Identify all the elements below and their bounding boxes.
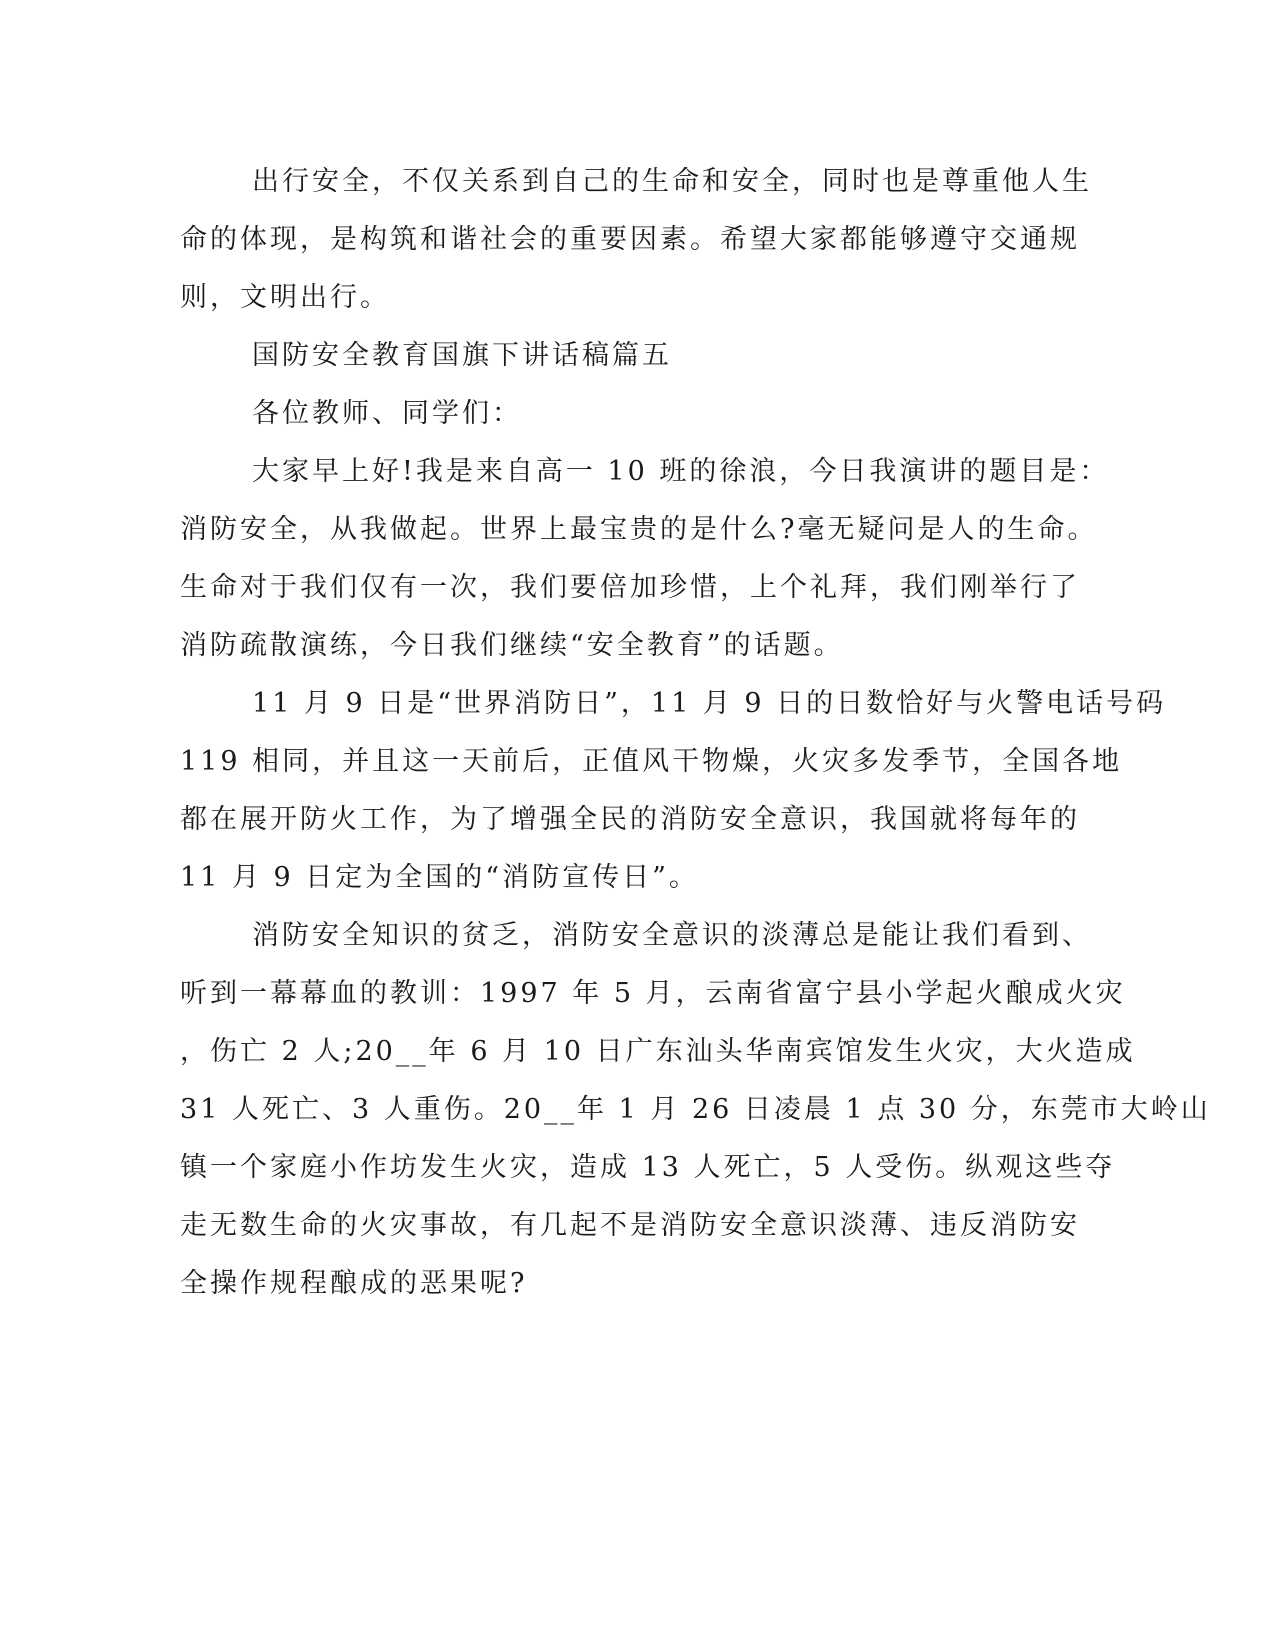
text-line: 国防安全教育国旗下讲话稿篇五 <box>252 340 672 371</box>
section-title <box>180 327 1040 385</box>
paragraph-lessons <box>180 907 1211 1313</box>
text-line: 出行安全，不仅关系到自己的生命和安全，同时也是尊重他人生 <box>252 166 1092 197</box>
text-line: 走无数生命的火灾事故，有几起不是消防安全意识淡薄、违反消防安 <box>180 1210 1080 1241</box>
text-line: ，伤亡 2 人;20__年 6 月 10 日广东汕头华南宾馆发生火灾，大火造成 <box>180 1036 1136 1067</box>
text-line: 消防安全，从我做起。世界上最宝贵的是什么?毫无疑问是人的生命。 <box>180 514 1098 545</box>
text-line: 生命对于我们仅有一次，我们要倍加珍惜，上个礼拜，我们刚举行了 <box>180 572 1080 603</box>
document-body <box>180 153 1211 1313</box>
text-line: 消防安全知识的贫乏，消防安全意识的淡薄总是能让我们看到、 <box>252 920 1092 951</box>
paragraph-intro <box>180 443 1110 675</box>
text-line: 消防疏散演练，今日我们继续“安全教育”的话题。 <box>180 630 844 661</box>
text-line: 全操作规程酿成的恶果呢? <box>180 1268 528 1299</box>
text-line: 则，文明出行。 <box>180 282 390 313</box>
text-line: 119 相同，并且这一天前后，正值风干物燥，火灾多发季节，全国各地 <box>180 746 1123 777</box>
text-line: 31 人死亡、3 人重伤。20__年 1 月 26 日凌晨 1 点 30 分，东莞市大岭山 <box>180 1094 1211 1125</box>
text-line: 听到一幕幕血的教训：1997 年 5 月，云南省富宁县小学起火酿成火灾 <box>180 978 1126 1009</box>
text-line: 11 月 9 日定为全国的“消防宣传日”。 <box>180 862 699 893</box>
paragraph-fire-day <box>180 675 1167 907</box>
text-line: 都在展开防火工作，为了增强全民的消防安全意识，我国就将每年的 <box>180 804 1080 835</box>
text-line: 镇一个家庭小作坊发生火灾，造成 13 人死亡，5 人受伤。纵观这些夺 <box>180 1152 1116 1183</box>
greeting <box>180 385 1040 443</box>
text-line: 命的体现，是构筑和谐社会的重要因素。希望大家都能够遵守交通规 <box>180 224 1080 255</box>
text-line: 11 月 9 日是“世界消防日”，11 月 9 日的日数恰好与火警电话号码 <box>252 688 1167 719</box>
text-line: 各位教师、同学们： <box>252 398 522 429</box>
paragraph-travel-safety <box>180 153 1092 327</box>
text-line: 大家早上好!我是来自高一 10 班的徐浪，今日我演讲的题目是： <box>252 456 1110 487</box>
